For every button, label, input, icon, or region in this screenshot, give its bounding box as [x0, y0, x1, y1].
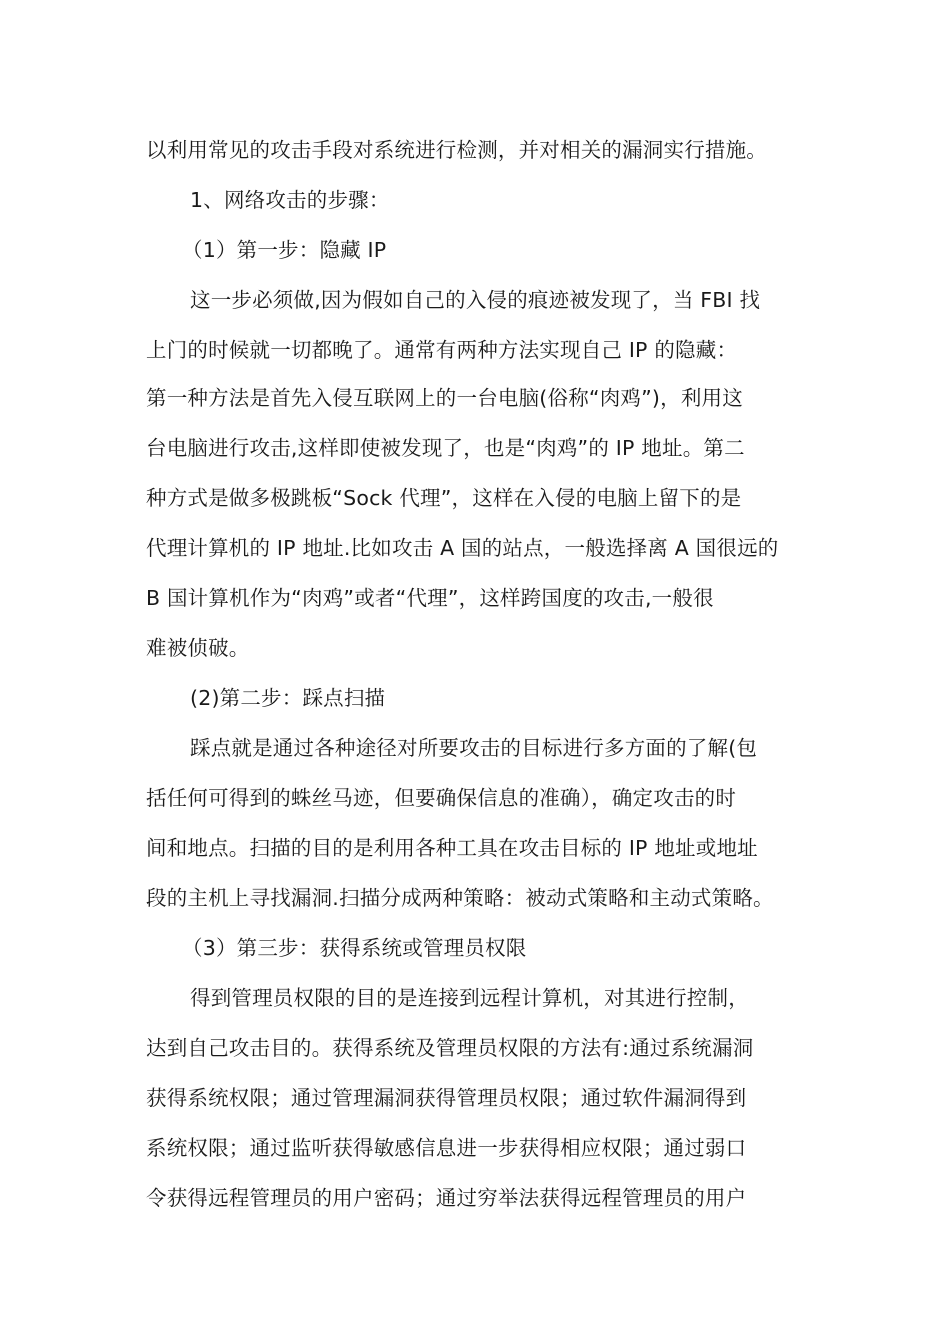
- paragraph-line-11: 难被侦破。: [146, 636, 250, 660]
- step-heading-3: （3）第三步：获得系统或管理员权限: [182, 936, 527, 960]
- step-heading-1: （1）第一步：隐藏 IP: [182, 238, 387, 262]
- paragraph-line-4: 这一步必须做,因为假如自己的入侵的痕迹被发现了，当 FBI 找: [190, 288, 761, 312]
- section-heading-attack-steps: 1、网络攻击的步骤：: [190, 188, 390, 212]
- paragraph-line-21: 系统权限；通过监听获得敏感信息进一步获得相应权限；通过弱口: [146, 1136, 747, 1160]
- paragraph-line-16: 段的主机上寻找漏洞.扫描分成两种策略：被动式策略和主动式策略。: [146, 886, 774, 910]
- paragraph-line-6: 第一种方法是首先入侵互联网上的一台电脑(俗称“肉鸡”)，利用这: [146, 386, 743, 410]
- paragraph-line-13: 踩点就是通过各种途径对所要攻击的目标进行多方面的了解(包: [190, 736, 758, 760]
- paragraph-line-5: 上门的时候就一切都晚了。通常有两种方法实现自己 IP 的隐藏：: [146, 338, 738, 362]
- paragraph-line-9: 代理计算机的 IP 地址.比如攻击 A 国的站点，一般选择离 A 国很远的: [146, 536, 779, 560]
- paragraph-line-18: 得到管理员权限的目的是连接到远程计算机，对其进行控制，: [190, 986, 749, 1010]
- step-heading-2: (2)第二步：踩点扫描: [190, 686, 386, 710]
- paragraph-line-22: 令获得远程管理员的用户密码；通过穷举法获得远程管理员的用户: [146, 1186, 747, 1210]
- paragraph-line-19: 达到自己攻击目的。获得系统及管理员权限的方法有:通过系统漏洞: [146, 1036, 754, 1060]
- paragraph-line-7: 台电脑进行攻击,这样即使被发现了，也是“肉鸡”的 IP 地址。第二: [146, 436, 745, 460]
- paragraph-line-14: 括任何可得到的蛛丝马迹，但要确保信息的准确），确定攻击的时: [146, 786, 737, 810]
- paragraph-line-15: 间和地点。扫描的目的是利用各种工具在攻击目标的 IP 地址或地址: [146, 836, 758, 860]
- paragraph-line-1: 以利用常见的攻击手段对系统进行检测，并对相关的漏洞实行措施。: [146, 138, 767, 162]
- paragraph-line-10: B 国计算机作为“肉鸡”或者“代理”，这样跨国度的攻击,一般很: [146, 586, 714, 610]
- paragraph-line-8: 种方式是做多极跳板“Sock 代理”，这样在入侵的电脑上留下的是: [146, 486, 742, 510]
- paragraph-line-20: 获得系统权限；通过管理漏洞获得管理员权限；通过软件漏洞得到: [146, 1086, 747, 1110]
